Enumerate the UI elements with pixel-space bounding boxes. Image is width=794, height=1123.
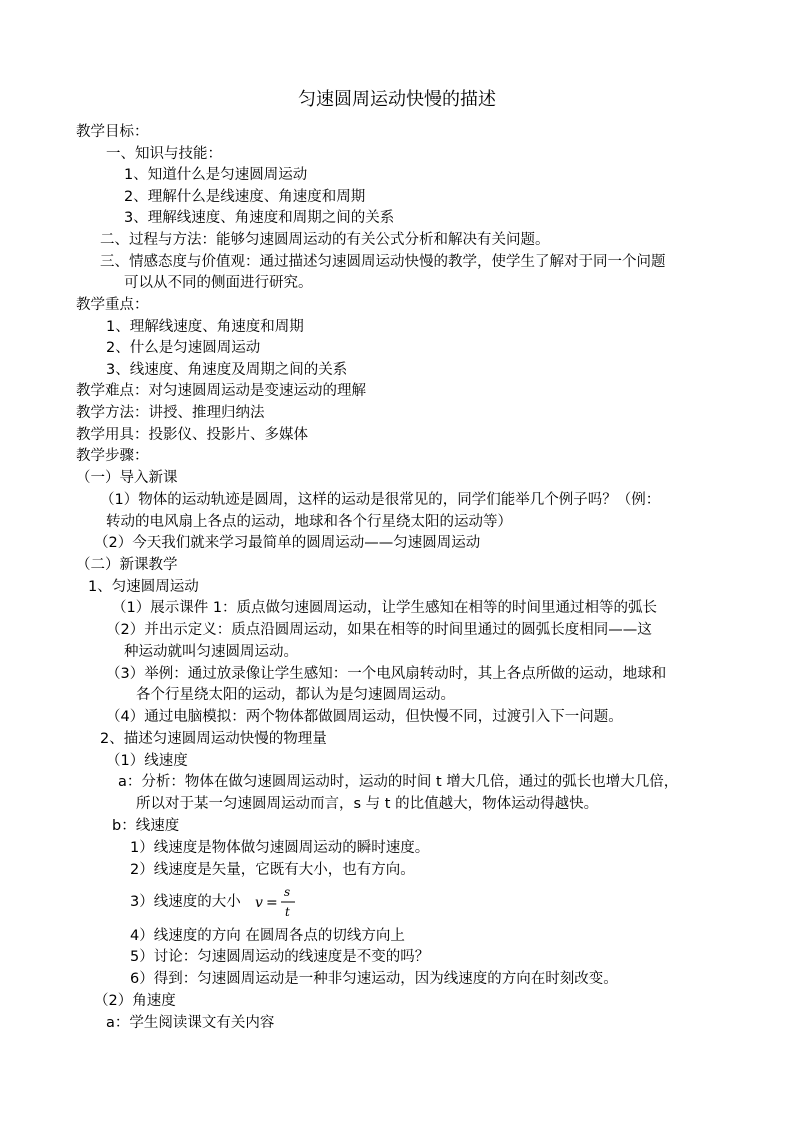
- objective-heading-2: 二、过程与方法：能够匀速圆周运动的有关公式分析和解决有关问题。: [100, 232, 550, 248]
- formula-numerator: s: [284, 885, 291, 899]
- section-heading-key-points: 教学重点：: [76, 297, 149, 313]
- point-item: 6）得到：匀速圆周运动是一种非匀速运动，因为线速度的方向在时刻改变。: [130, 971, 618, 987]
- document-title: 匀速圆周运动快慢的描述: [298, 89, 496, 110]
- step-paragraph: （2）今天我们就来学习最简单的圆周运动——匀速圆周运动: [94, 535, 481, 551]
- sub-item-heading: （2）角速度: [94, 993, 176, 1009]
- step-paragraph: （3）举例：通过放录像让学生感知：一个电风扇转动时，其上各点所做的运动，地球和: [106, 666, 667, 682]
- step-paragraph: （2）并出示定义：质点沿圆周运动，如果在相等的时间里通过的圆弧长度相同——这: [106, 622, 652, 638]
- step-paragraph-continuation: 转动的电风扇上各点的运动，地球和各个行星绕太阳的运动等）: [106, 514, 512, 530]
- objective-item: 3、理解线速度、角速度和周期之间的关系: [124, 210, 395, 226]
- step-heading-2: （二）新课教学: [76, 557, 178, 573]
- point-item: a：学生阅读课文有关内容: [106, 1015, 275, 1031]
- analysis-paragraph: a：分析：物体在做匀速圆周运动时，运动的时间 t 增大几倍，通过的弧长也增大几倍，: [118, 774, 679, 790]
- key-point-item: 2、什么是匀速圆周运动: [106, 340, 261, 356]
- formula-lhs: v: [255, 895, 263, 911]
- step-paragraph-continuation: 各个行星绕太阳的运动，都认为是匀速圆周运动。: [136, 687, 455, 703]
- point-item: 2）线速度是矢量，它既有大小，也有方向。: [130, 862, 415, 878]
- objective-continuation: 可以从不同的侧面进行研究。: [124, 275, 313, 291]
- sub-item-heading: b：线速度: [112, 818, 180, 834]
- sub-item-heading: （1）线速度: [106, 753, 188, 769]
- key-point-item: 1、理解线速度、角速度和周期: [106, 319, 304, 335]
- step-paragraph: （1）展示课件 1：质点做匀速圆周运动，让学生感知在相等的时间里通过相等的弧长: [112, 600, 658, 616]
- point-item: 3）线速度的大小: [130, 894, 241, 910]
- point-item: 4）线速度的方向 在圆周各点的切线方向上: [130, 928, 405, 944]
- formula-equals: =: [266, 895, 278, 911]
- velocity-formula: [253, 885, 303, 921]
- point-item: 5）讨论：匀速圆周运动的线速度是不变的吗？: [130, 949, 430, 965]
- key-point-item: 3、线速度、角速度及周期之间的关系: [106, 362, 348, 378]
- analysis-paragraph-continuation: 所以对于某一匀速圆周运动而言，s 与 t 的比值越大，物体运动得越快。: [136, 796, 599, 812]
- difficulty-line: 教学难点：对匀速圆周运动是变速运动的理解: [76, 383, 366, 399]
- step-heading-1: （一）导入新课: [76, 470, 178, 486]
- step-paragraph: （1）物体的运动轨迹是圆周，这样的运动是很常见的，同学们能举几个例子吗？（例：: [100, 492, 661, 508]
- formula-denominator: t: [285, 905, 290, 919]
- objective-item: 2、理解什么是线速度、角速度和周期: [124, 189, 366, 205]
- method-line: 教学方法：讲授、推理归纳法: [76, 405, 265, 421]
- section-heading-steps: 教学步骤：: [76, 448, 149, 464]
- section-heading-objectives: 教学目标：: [76, 124, 149, 140]
- objective-heading-1: 一、知识与技能：: [106, 146, 222, 162]
- objective-item: 1、知道什么是匀速圆周运动: [124, 167, 308, 183]
- subsection-heading: 1、匀速圆周运动: [88, 579, 199, 595]
- objective-heading-3: 三、情感态度与价值观：通过描述匀速圆周运动快慢的教学，使学生了解对于同一个问题: [100, 254, 666, 270]
- step-paragraph: （4）通过电脑模拟：两个物体都做圆周运动，但快慢不同，过渡引入下一问题。: [106, 709, 623, 725]
- step-paragraph-continuation: 种运动就叫匀速圆周运动。: [124, 644, 298, 660]
- point-item: 1）线速度是物体做匀速圆周运动的瞬时速度。: [130, 840, 430, 856]
- subsection-heading: 2、描述匀速圆周运动快慢的物理量: [100, 731, 327, 747]
- tools-line: 教学用具：投影仪、投影片、多媒体: [76, 427, 308, 443]
